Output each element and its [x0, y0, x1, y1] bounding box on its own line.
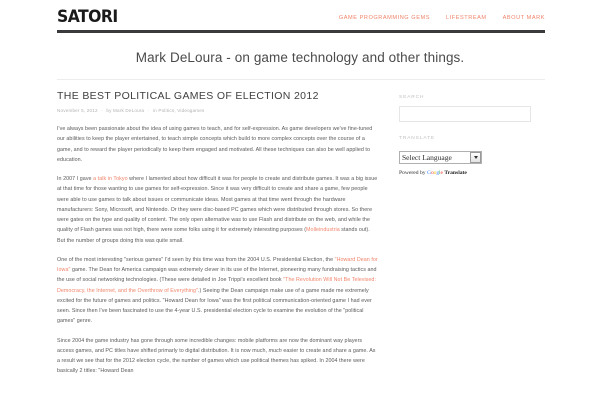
- post-link[interactable]: "The Revolution Will Not Be Televised: Democracy, the Internet, and the Overthrow of Everything": [57, 277, 376, 294]
- nav-item-about-mark[interactable]: ABOUT MARK: [502, 15, 545, 21]
- post-byline: by Mark DeLoura: [106, 108, 145, 113]
- post-categories: in Politics, Videogames: [152, 108, 205, 113]
- site-header: [0, 0, 600, 31]
- widget-translate: [399, 135, 545, 177]
- site-logo[interactable]: SATORI: [57, 7, 118, 27]
- meta-separator-1: ·: [101, 108, 103, 113]
- post-text: In 2007 I gave: [57, 176, 94, 182]
- post-text: One of the most interesting "serious games" I'd seen by this time was from the 2004 U.S. Presidential Election, the: [57, 256, 335, 263]
- post-paragraph: [57, 336, 379, 377]
- article-column: [57, 90, 379, 386]
- post-body: [57, 124, 379, 377]
- post-date: November 5, 2012: [57, 108, 98, 113]
- post-title[interactable]: THE BEST POLITICAL GAMES OF ELECTION 2012: [57, 90, 319, 102]
- google-logo: Google: [426, 170, 443, 176]
- post-text: game. The Dean for America campaign was extremely clever in its use of the Internet, pioneering many fundraising tactics and the use of social networking technologies. (These were detailed in Joe Trippi's excellent book: [57, 267, 377, 284]
- post-text: .) Seeing the Dean campaign make use of a game made me extremely excited for the future of games and politics. "Howard Dean for Iowa" was the first political communication-oriented game I had ever seen. Since then I've been fascinated to use the 4-year U.S. presidential election cycle to examine the evolution of the "political games" genre.: [57, 287, 372, 325]
- tagline-divider: [57, 79, 545, 80]
- post-link[interactable]: a talk in Tokyo: [93, 176, 128, 182]
- post-text: stands out). But the number of groups doing this was quite small.: [57, 227, 370, 244]
- header-divider: [57, 30, 545, 33]
- post-meta: [57, 107, 379, 114]
- post-text: I've always been passionate about the idea of using games to teach, and for self-expression. As game developers we've fine-tuned our abilities to keep the player entertained, to teach simple concepts which build to more complex concepts over the course of a game, and to reward the player periodically to keep them engaged and motivated. All these techniques can also be well applied to education.: [57, 126, 373, 163]
- powered-by-google-translate: [399, 169, 545, 177]
- post-paragraph: [57, 174, 379, 246]
- sidebar: [399, 90, 545, 190]
- site-tagline: Mark DeLoura - on game technology and other things.: [135, 50, 465, 65]
- widget-search: [399, 94, 545, 122]
- language-select[interactable]: [399, 151, 482, 164]
- nav-item-lifestream[interactable]: LIFESTREAM: [445, 15, 487, 21]
- nav-item-game-programming-gems[interactable]: GAME PROGRAMMING GEMS: [338, 15, 430, 21]
- post-link[interactable]: "Howard Dean for Iowa": [57, 256, 378, 273]
- post-emphasis: much: [268, 347, 282, 354]
- post-text: where I lamented about how difficult it was for people to create and distribute games. It was a big issue at that time for those wanting to use games for self-expression. Since it was very difficult to create and share a game, few people were able to use games to talk about issues or communicate ideas. Most games at that time went through the hardware manufacturers: Sony, Microsoft, and Nintendo. Or they were disc-based PC games which were distributed through stores. So there were gates on the type and quality of content. The only open alternative was to use Flash and distribute on the web, and while the quality of Flash games was not high, there were some folks using it for extremely interesting purposes (: [57, 176, 378, 234]
- post-paragraph: [57, 124, 379, 165]
- post-link[interactable]: Molleindustria: [306, 227, 340, 234]
- post-text: Since 2004 the game industry has gone through some incredible changes: mobile platforms are now the dominant way players access games, and PC titles have shifted primarly to digital distribution. It is now much,: [57, 337, 363, 354]
- search-widget-title: SEARCH: [399, 95, 425, 100]
- main-navigation: [339, 15, 545, 21]
- search-input[interactable]: [399, 106, 531, 122]
- site-tagline-container: [0, 49, 600, 67]
- translate-word: Translate: [444, 170, 467, 176]
- post-paragraph: [57, 255, 379, 327]
- content-wrapper: [0, 90, 600, 386]
- language-select-shell: [399, 151, 482, 164]
- translate-widget-title: TRANSLATE: [399, 136, 435, 141]
- meta-separator-2: ·: [147, 108, 150, 113]
- post-text: easier to create and share a game. As a result we see that for the 2012 election cycle, the number of games which use political themes has spiked. In 2004 there were basically 2 titles: "Howard Dean: [57, 347, 376, 375]
- powered-prefix: Powered by: [399, 170, 426, 176]
